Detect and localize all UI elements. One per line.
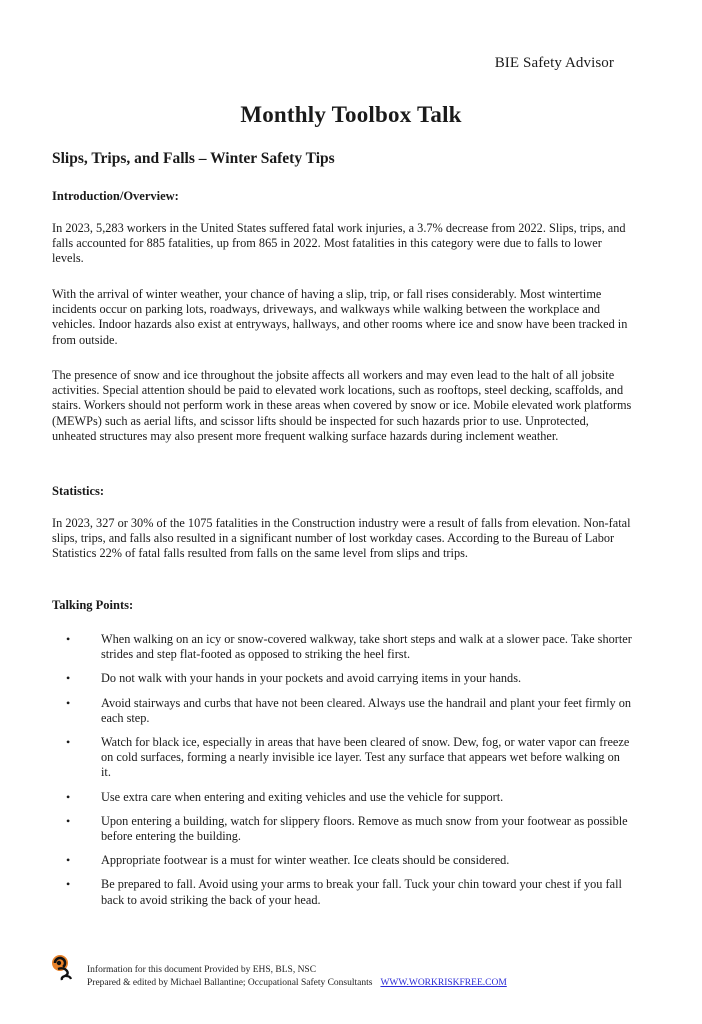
- bullet-icon: •: [66, 671, 71, 686]
- intro-heading: Introduction/Overview:: [52, 189, 179, 203]
- bullet-icon: •: [66, 789, 71, 804]
- list-item-text: Upon entering a building, watch for slippery floors. Remove as much snow from your footwear as possible before entering the building.: [101, 813, 628, 844]
- list-item-text: When walking on an icy or snow-covered walkway, take short steps and walk at a slower pace. Take shorter strides and step flat-footed as opposed to striking the heel first.: [101, 632, 632, 662]
- bullet-icon: •: [66, 853, 71, 868]
- list-item: [52, 853, 632, 868]
- bullet-icon: •: [66, 877, 71, 892]
- list-item-text: Avoid stairways and curbs that have not been cleared. Always use the handrail and plant your feet firmly on each step.: [101, 695, 632, 725]
- bullet-icon: •: [66, 735, 71, 750]
- bullet-icon: •: [66, 632, 71, 646]
- footer-prepared-by: Prepared & edited by Michael Ballantine; Occupational Safety Consultants: [87, 978, 373, 988]
- statistics-paragraph: In 2023, 327 or 30% of the 1075 fatalities in the Construction industry were a result of falls from elevation. Non-fatal slips, trips, and falls also resulted in a significant number of lost workday cases. According to the Bureau of Labor Statistics 22% of fatal falls resulted from falls on the same level from slips and trips.: [52, 516, 631, 561]
- list-item-text: Be prepared to fall. Avoid using your arms to break your fall. Tuck your chin toward your chest if you fall back to avoid striking the back of your head.: [101, 877, 622, 907]
- list-item-text: Do not walk with your hands in your pockets and avoid carrying items in your hands.: [101, 671, 522, 686]
- organization-header: BIE Safety Advisor: [494, 55, 614, 71]
- intro-paragraph-2: With the arrival of winter weather, your chance of having a slip, trip, or fall rises considerably. Most wintertime incidents occur on parking lots, roadways, driveways, and walkways while walking between the workplace and vehicles. Indoor hazards also exist at entryways, hallways, and other rooms where ice and snow have been tracked in from outside.: [52, 287, 628, 347]
- document-footer: [50, 954, 650, 994]
- list-item: [52, 671, 632, 686]
- intro-paragraph-1: In 2023, 5,283 workers in the United States suffered fatal work injuries, a 3.7% decrease from 2022. Slips, trips, and falls accounted for 885 fatalities, up from 865 in 2022. Most fatalities in this category were due to falls to lower levels.: [52, 221, 626, 266]
- list-item-text: Use extra care when entering and exiting vehicles and use the vehicle for support.: [101, 789, 504, 804]
- list-item: [52, 790, 632, 805]
- list-item-text: Appropriate footwear is a must for winter weather. Ice cleats should be considered.: [101, 853, 510, 868]
- bullet-icon: •: [66, 695, 71, 710]
- footer-line-2: [87, 977, 507, 990]
- bullet-icon: •: [66, 813, 71, 828]
- list-item: [52, 632, 632, 662]
- list-item: [52, 696, 632, 726]
- list-item: [52, 735, 632, 781]
- talking-points-list: [52, 632, 632, 917]
- footer-line-1: Information for this document Provided by EHS, BLS, NSC: [87, 965, 317, 975]
- list-item-text: Watch for black ice, especially in areas that have been cleared of snow. Dew, fog, or water vapor can freeze on cold surfaces, forming a nearly invisible ice layer. Test any surface that appears wet before walking on it.: [101, 735, 630, 780]
- list-item: [52, 814, 632, 844]
- footer-credits: [87, 964, 507, 990]
- website-link[interactable]: WWW.WORKRISKFREE.COM: [380, 978, 507, 988]
- talking-points-heading: Talking Points:: [52, 598, 134, 612]
- intro-paragraph-3: The presence of snow and ice throughout the jobsite affects all workers and may even lead to the halt of all jobsite activities. Special attention should be paid to elevated work locations, such as rooftops, steel decking, scaffolds, and stairs. Workers should not perform work in these areas when covered by snow or ice. Mobile elevated work platforms (MEWPs) such as aerial lifts, and scissor lifts should be inspected for such hazards prior to use. Unprotected, unheated structures may also present more frequent walking surface hazards during inclement weather.: [52, 368, 632, 443]
- document-title: Monthly Toolbox Talk: [240, 102, 462, 127]
- osc-logo-icon: [50, 954, 76, 982]
- statistics-heading: Statistics:: [52, 484, 105, 498]
- document-subtitle: Slips, Trips, and Falls – Winter Safety Tips: [52, 150, 335, 167]
- list-item: [52, 877, 632, 907]
